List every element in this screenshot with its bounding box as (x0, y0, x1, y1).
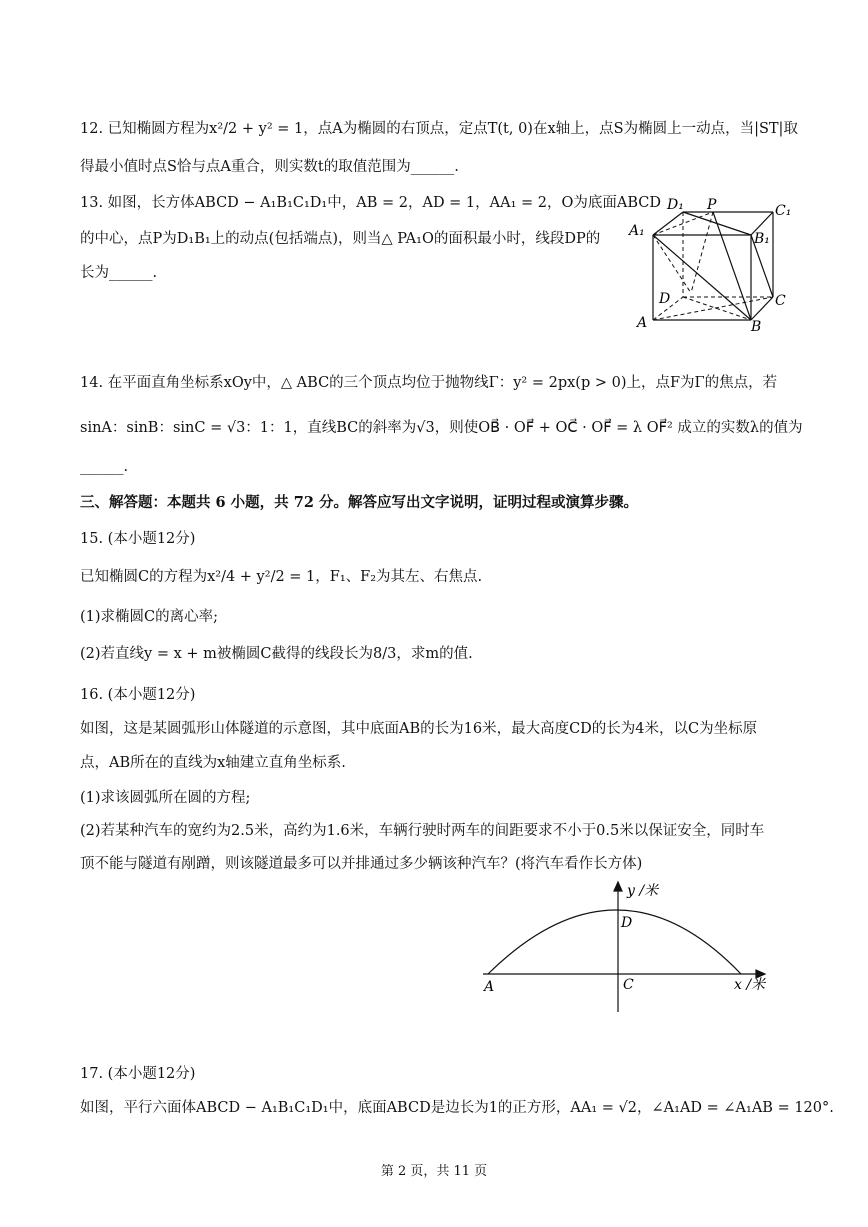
label-D1: D₁ (667, 197, 684, 213)
label-P: P (707, 197, 717, 213)
q16-line1: 如图，这是某圆弧形山体隧道的示意图，其中底面AB的长为16米，最大高度CD的长为4米，以C为坐标原 (80, 721, 758, 737)
label-C1: C₁ (775, 203, 792, 219)
q15-header: 15. (本小题12分) (80, 531, 196, 547)
q12-line1: 12. 已知椭圆方程为x²/2 + y² = 1，点A为椭圆的右顶点，定点T(t, 0)在x轴上，点S为椭圆上一动点，当|ST|取 (80, 121, 798, 137)
label-A1: A₁ (629, 223, 645, 239)
cuboid-figure (625, 195, 795, 335)
label-A: A (484, 979, 495, 995)
y-axis-label: y /米 (627, 883, 659, 899)
label-A: A (637, 315, 648, 331)
q12-line2: 得最小值时点S恰与点A重合，则实数t的取值范围为______. (80, 159, 459, 175)
x-axis-label: x /米 (734, 977, 766, 993)
section-3-heading: 三、解答题：本题共 6 小题，共 72 分。解答应写出文字说明，证明过程或演算步骤。 (80, 494, 638, 511)
label-B1: B₁ (754, 231, 770, 247)
q15-line2: (1)求椭圆C的离心率; (80, 609, 219, 625)
q13-line2: 的中心，点P为D₁B₁上的动点(包括端点)，则当△ PA₁O的面积最小时，线段DP的 (80, 231, 601, 247)
q16-line5: 顶不能与隧道有剐蹭，则该隧道最多可以并排通过多少辆该种汽车？(将汽车看作长方体) (80, 856, 643, 872)
label-D: D (659, 291, 671, 307)
page-footer: 第 2 页，共 11 页 (380, 1164, 488, 1179)
q17-header: 17. (本小题12分) (80, 1066, 196, 1082)
label-C: C (623, 977, 634, 993)
q13-line3: 长为______. (80, 265, 158, 281)
label-D: D (621, 915, 633, 931)
label-B: B (751, 319, 762, 335)
q13-line1: 13. 如图，长方体ABCD − A₁B₁C₁D₁中，AB = 2，AD = 1，AA₁ = 2，O为底面ABCD (80, 195, 662, 211)
q15-line1: 已知椭圆C的方程为x²/4 + y²/2 = 1，F₁、F₂为其左、右焦点. (80, 569, 483, 585)
q14-line2: sinA：sinB：sinC = √3：1：1，直线BC的斜率为√3，则使OB⃗ · OF⃗ + OC⃗ · OF⃗ = λ OF⃗² 成立的实数λ的值为 (80, 420, 803, 436)
tunnel-figure (475, 878, 795, 1018)
q16-header: 16. (本小题12分) (80, 687, 196, 703)
q16-line4: (2)若某种汽车的宽约为2.5米，高约为1.6米，车辆行驶时两车的间距要求不小于0.5米以保证安全，同时车 (80, 823, 765, 839)
q15-line3: (2)若直线y = x + m被椭圆C截得的线段长为8/3，求m的值. (80, 646, 473, 662)
q16-line3: (1)求该圆弧所在圆的方程; (80, 790, 251, 806)
q14-line3: ______. (80, 459, 129, 475)
q16-line2: 点，AB所在的直线为x轴建立直角坐标系. (80, 755, 346, 771)
q14-line1: 14. 在平面直角坐标系xOy中，△ ABC的三个顶点均位于抛物线Γ：y² = 2px(p > 0)上，点F为Γ的焦点，若 (80, 375, 778, 391)
label-C: C (775, 293, 786, 309)
q17-line1: 如图，平行六面体ABCD − A₁B₁C₁D₁中，底面ABCD是边长为1的正方形，AA₁ = √2，∠A₁AD = ∠A₁AB = 120°. (80, 1100, 834, 1116)
